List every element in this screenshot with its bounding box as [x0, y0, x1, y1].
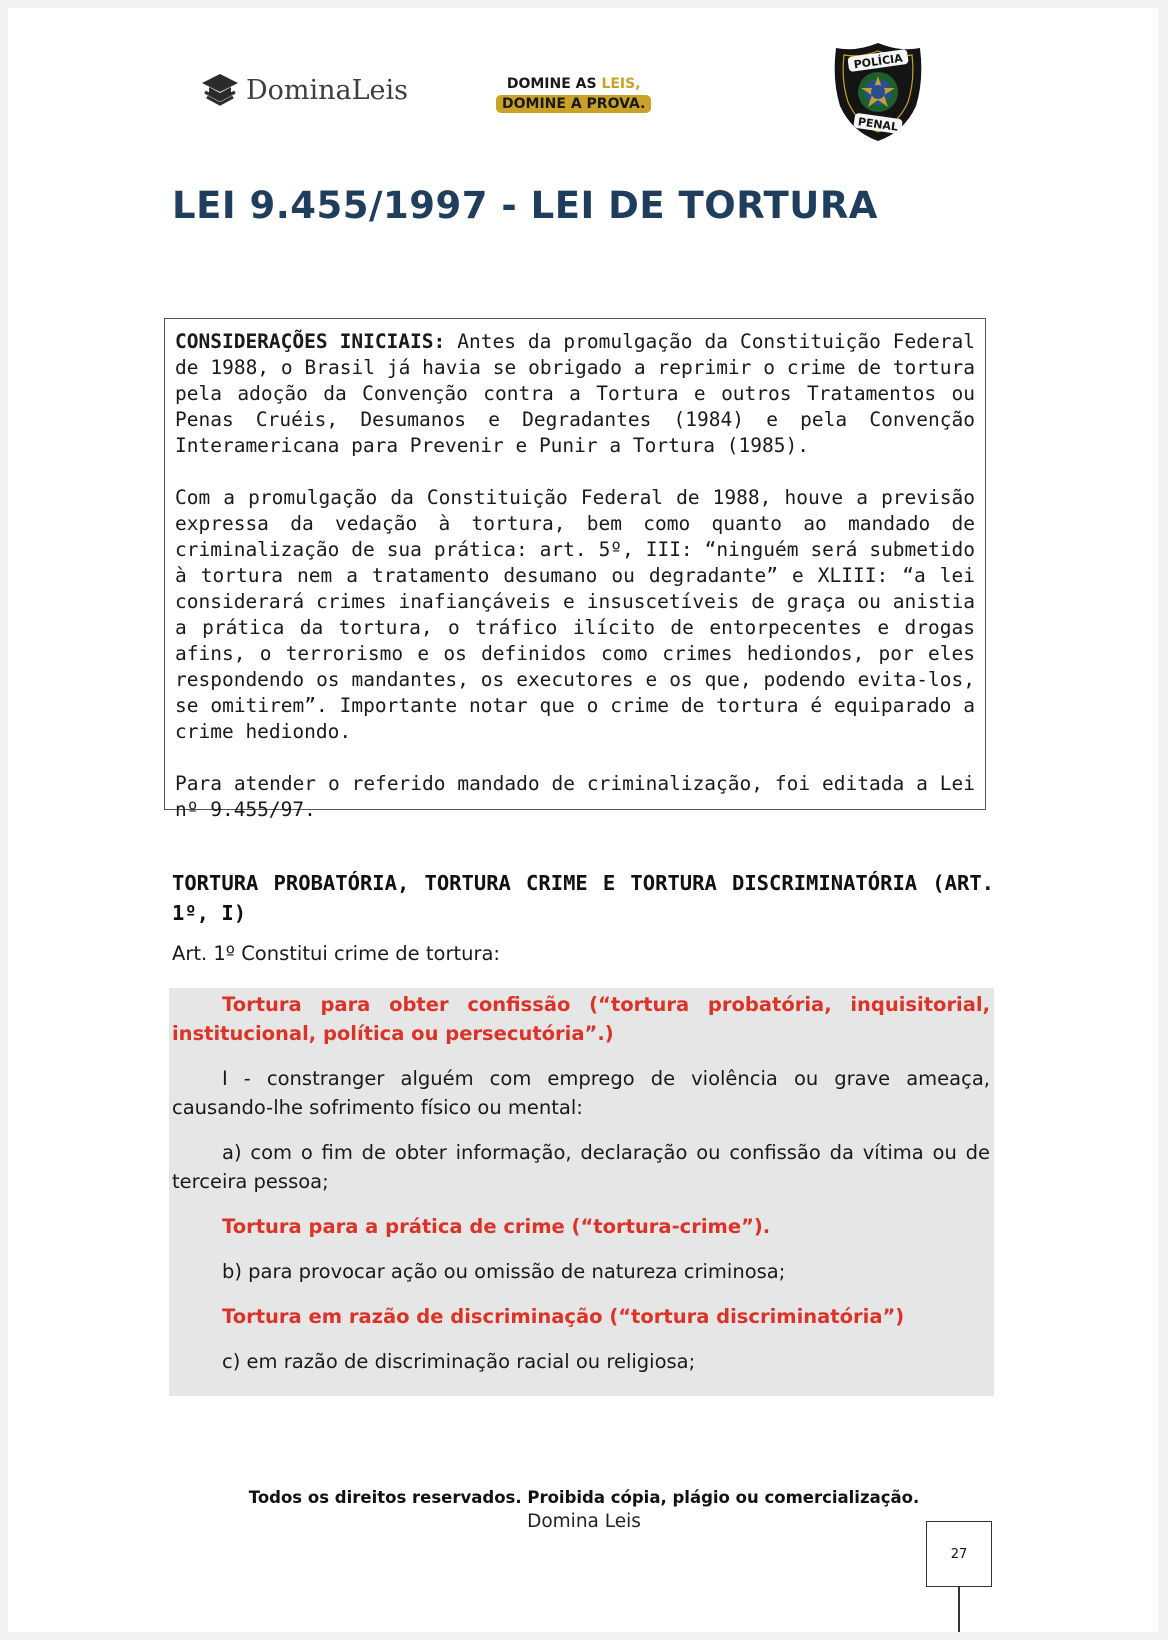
section-heading: TORTURA PROBATÓRIA, TORTURA CRIME E TORTURA DISCRIMINATÓRIA (ART. 1º, I) — [172, 871, 994, 925]
law-text-block — [169, 988, 994, 1396]
page-number: 27 — [926, 1521, 992, 1587]
graduation-cap-icon — [200, 70, 240, 110]
rights-notice: Todos os direitos reservados. Proibida cópia, plágio ou comercialização. — [248, 1488, 920, 1507]
svg-text:POLÍCIA: POLÍCIA — [852, 51, 904, 72]
footer — [0, 1486, 1168, 1534]
article-intro: Art. 1º Constitui crime de tortura: — [172, 942, 500, 965]
policia-penal-badge — [830, 40, 926, 144]
dominaleis-logo — [200, 70, 408, 110]
highlight-probatoria: Tortura para obter confissão (“tortura probatória, inquisitorial, institucional, política ou persecutória”.) — [172, 993, 990, 1045]
intro-paragraph-2: Com a promulgação da Constituição Federal de 1988, houve a previsão expressa da vedação à tortura, bem como quanto ao mandado de criminalização de sua prática: art. 5º, III: “ninguém será submetido à tortura nem a tratamento desumano ou degradante” e XLIII: “a lei considerará crimes inafiançáveis e insuscetíveis de graça ou anistia a prática da tortura, o tráfico ilícito de entorpecentes e drogas afins, o terrorismo e os definidos como crimes hediondos, por eles respondendo os mandantes, os executores e os que, podendo evita-los, se omitirem”. Importante notar que o crime de tortura é equiparado a crime hediondo. — [175, 486, 975, 743]
svg-text:PENAL: PENAL — [857, 115, 899, 134]
intro-heading: CONSIDERAÇÕES INICIAIS: — [175, 330, 446, 353]
alinea-b: b) para provocar ação ou omissão de natureza criminosa; — [222, 1260, 786, 1283]
slogan-accent: LEIS, — [601, 76, 641, 92]
intro-box — [164, 318, 986, 821]
alinea-a: a) com o fim de obter informação, declaração ou confissão da vítima ou de terceira pessoa; — [172, 1141, 990, 1193]
brand-name: DominaLeis — [246, 74, 409, 106]
slogan-logo — [496, 75, 651, 113]
page-number-line — [958, 1587, 960, 1632]
highlight-tortura-crime: Tortura para a prática de crime (“tortura-crime”). — [222, 1215, 771, 1238]
slogan-line-1 — [496, 75, 651, 93]
intro-text-1: Antes da promulgação da Constituição Federal de 1988, o Brasil já havia se obrigado a reprimir o crime de tortura pela adoção da Convenção contra a Tortura e outros Tratamentos ou Penas Cruéis, Desumanos e Degradantes (1984) e pela Convenção Interamericana para Prevenir e Punir a Tortura (1985). — [175, 330, 975, 457]
highlight-discriminatoria: Tortura em razão de discriminação (“tortura discriminatória”) — [222, 1305, 905, 1328]
intro-paragraph-1 — [175, 329, 975, 459]
slogan-text: DOMINE AS — [506, 76, 602, 92]
inciso-i: I - constranger alguém com emprego de violência ou grave ameaça, causando-lhe sofrimento físico ou mental: — [172, 1067, 990, 1119]
footer-brand: Domina Leis — [527, 1511, 641, 1532]
slogan-line-2: DOMINE A PROVA. — [496, 95, 651, 113]
alinea-c: c) em razão de discriminação racial ou religiosa; — [222, 1350, 696, 1373]
intro-paragraph-3: Para atender o referido mandado de criminalização, foi editada a Lei nº 9.455/97. — [175, 772, 975, 821]
document-title: LEI 9.455/1997 - LEI DE TORTURA — [172, 184, 878, 227]
